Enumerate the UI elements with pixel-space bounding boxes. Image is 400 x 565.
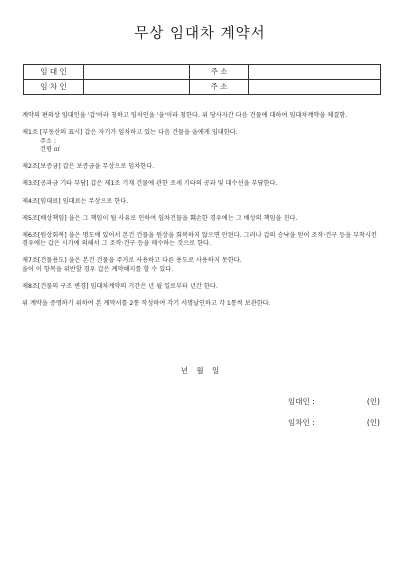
tenant-signature-label: 임차인 :	[288, 418, 315, 427]
article-1-address-line: 주소 :	[40, 137, 57, 145]
landlord-name-field[interactable]	[84, 65, 190, 80]
article-7	[22, 257, 380, 274]
contract-body	[22, 112, 380, 317]
article-7-line: 을이 이 항목을 위반할 경우 갑은 계약해지를 할 수 있다.	[22, 266, 174, 274]
landlord-address-field[interactable]	[249, 65, 381, 80]
parties-table	[23, 64, 381, 95]
article-4: 제4조[임대료] 임대료는 무상으로 한다.	[22, 197, 129, 205]
article-7-text: 제7조[건물용도] 을은 본건 건물을 주거로 사용하고 다른 용도로 사용하지 못한다.	[22, 257, 242, 265]
landlord-signature-label: 임대인 :	[288, 397, 315, 406]
tenant-address-label: 주 소	[190, 80, 249, 95]
article-8: 제8조[건물의 구조 변경] 임대차계약의 기간은 년 월 일로부터 년간 한다.	[22, 283, 218, 291]
landlord-seal: (인)	[366, 397, 380, 406]
landlord-row	[24, 65, 381, 80]
document-title: 무상 임대차 계약서	[134, 26, 266, 42]
article-1-area-line: 건평 ㎡	[40, 146, 61, 154]
landlord-address-label: 주 소	[190, 65, 249, 80]
closing-paragraph: 위 계약을 증명하기 위하여 본 계약서를 2통 작성하여 각기 서명날인하고 각 1통씩 보관한다.	[22, 300, 271, 308]
tenant-seal: (인)	[366, 418, 380, 427]
article-2: 제2조[보증금] 갑은 보증금을 무상으로 임차한다.	[22, 163, 155, 171]
landlord-label: 임 대 인	[24, 65, 84, 80]
intro-paragraph: 계약의 편의상 임대인을 '갑'이라 칭하고 임차인을 '을'이라 칭한다. 위 당사자간 다음 건물에 대하여 임대차계약을 체결함.	[22, 112, 348, 119]
article-6: 제6조[원상회복] 을은 명도에 있어서 본건 건물을 원상을 회복하지 않으면 안된다. 그러나 갑의 승낙을 얻어 조작·건구 등을 부착시킨 경우에는 갑은 시가에 의해서 그 조작·건구 등을 매수하는 것으로 한다.	[22, 231, 377, 248]
tenant-row	[24, 80, 381, 95]
landlord-signature	[288, 396, 380, 407]
tenant-address-field[interactable]	[249, 80, 381, 95]
tenant-signature	[288, 417, 380, 428]
article-1	[22, 129, 380, 155]
tenant-name-field[interactable]	[84, 80, 190, 95]
article-3: 제3조[공과금 기타 부담] 갑은 제1조 기재 건물에 관한 조세 기타의 공과 및 대수선을 부담한다.	[22, 180, 278, 188]
tenant-label: 임 차 인	[24, 80, 84, 95]
contract-date: 년 월 일	[180, 366, 220, 375]
article-5: 제5조[배상책임] 을은 그 책임이 될 사유로 인하여 임차건물을 훼손한 경우에는 그 배상의 책임을 진다.	[22, 214, 298, 222]
article-1-text: 제1조 [부동산의 표시] 갑은 자기가 임차하고 있는 다음 건물을 을에게 임대한다.	[22, 129, 238, 137]
